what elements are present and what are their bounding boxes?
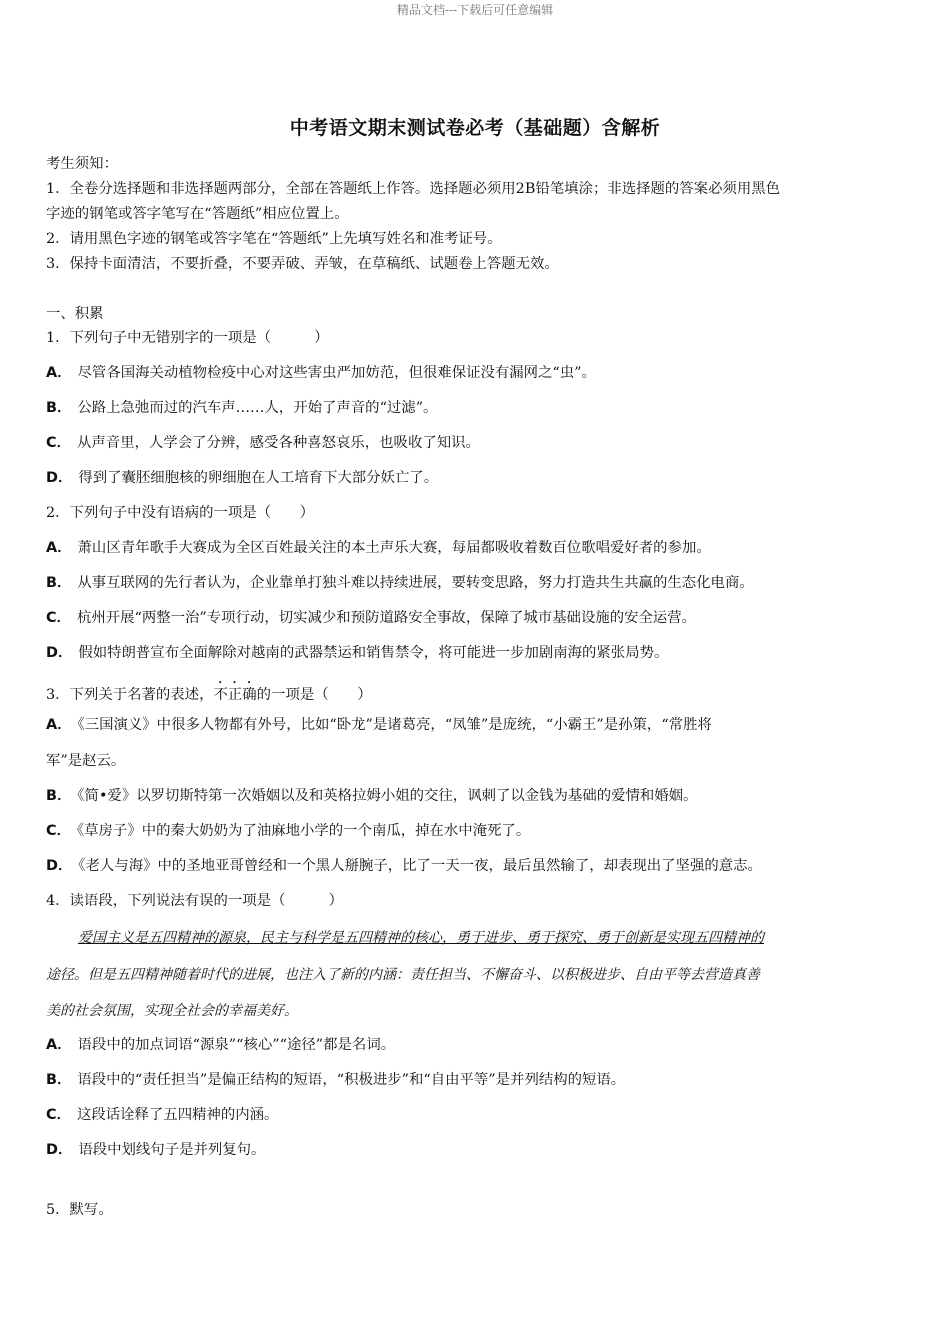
option-text: 从声音里，人学会了分辨，感受各种喜怒哀乐，也吸收了知识。 bbox=[76, 435, 480, 451]
option-letter: B． bbox=[46, 1072, 72, 1088]
option-letter: C． bbox=[46, 823, 71, 839]
option-text: 语段中划线句子是并列复句。 bbox=[78, 1142, 266, 1158]
q2-option-a bbox=[46, 539, 711, 557]
option-letter: C． bbox=[46, 610, 71, 626]
q1-option-a bbox=[46, 364, 596, 382]
option-text: 萧山区青年歌手大赛成为全区百姓最关注的本土声乐大赛，每届都吸收着数百位歌唱爱好者的参加。 bbox=[77, 540, 711, 556]
question-5-stem: 5．默写。 bbox=[46, 1202, 113, 1218]
option-text: 《老人与海》中的圣地亚哥曾经和一个黑人掰腕子，比了一天一夜，最后虽然输了，却表现出了坚强的意志。 bbox=[78, 858, 762, 874]
stem-suffix: 的一项是（ ） bbox=[256, 687, 372, 703]
stem-prefix: 3．下列关于名著的表述， bbox=[46, 687, 214, 703]
question-2-stem: 2．下列句子中没有语病的一项是（ ） bbox=[46, 505, 315, 521]
notice-line-2: 字迹的钢笔或答字笔写在“答题纸”相应位置上。 bbox=[46, 206, 349, 222]
option-text: 《简•爱》以罗切斯特第一次婚姻以及和英格拉姆小姐的交往，讽刺了以金钱为基础的爱情和婚姻。 bbox=[77, 788, 698, 804]
section-heading: 一、积累 bbox=[46, 306, 104, 322]
q4-option-c bbox=[46, 1106, 278, 1124]
passage-line-1 bbox=[78, 927, 903, 947]
option-text: 《草房子》中的秦大奶奶为了油麻地小学的一个南瓜，掉在水中淹死了。 bbox=[76, 823, 531, 839]
q1-option-b bbox=[46, 399, 437, 417]
notice-line-4: 3．保持卡面清洁，不要折叠，不要弄破、弄皱，在草稿纸、试题卷上答题无效。 bbox=[46, 256, 559, 272]
q3-option-d bbox=[46, 857, 762, 875]
stem-emphasis: 不正确 bbox=[213, 687, 257, 703]
option-text: 《三国演义》中很多人物都有外号，比如“卧龙”是诸葛亮，“凤雏”是庞统，“小霸王”是孙策，“常胜将 bbox=[77, 717, 712, 733]
underlined-sentence: 爱国主义是五四精神的源泉，民主与科学是五四精神的核心，勇于进步、勇于探究、勇于创新是实现五四精神的 bbox=[78, 930, 764, 946]
q3-option-a-cont bbox=[46, 752, 125, 770]
q3-option-c bbox=[46, 822, 530, 840]
notice-line-1: 1．全卷分选择题和非选择题两部分，全部在答题纸上作答。选择题必须用2B铅笔填涂；非选择题的答案必须用黑色 bbox=[46, 181, 781, 197]
option-text: 语段中的“责任担当”是偏正结构的短语，“积极进步”和“自由平等”是并列结构的短语。 bbox=[77, 1072, 626, 1088]
option-text: 从事互联网的先行者认为，企业靠单打独斗难以持续进展，要转变思路，努力打造共生共赢的生态化电商。 bbox=[77, 575, 754, 591]
option-letter: D． bbox=[46, 645, 73, 661]
question-1-stem: 1．下列句子中无错别字的一项是（ ） bbox=[46, 330, 329, 346]
notice-heading: 考生须知： bbox=[46, 156, 118, 172]
option-letter: B． bbox=[46, 400, 72, 416]
option-letter: B． bbox=[46, 788, 72, 804]
option-text: 语段中的加点词语“源泉”“核心”“途径”都是名词。 bbox=[77, 1037, 396, 1053]
q1-option-c bbox=[46, 434, 480, 452]
option-letter: D． bbox=[46, 470, 73, 486]
option-text: 杭州开展“两整一治”专项行动，切实减少和预防道路安全事故，保障了城市基础设施的安全运营。 bbox=[76, 610, 697, 626]
option-letter: A． bbox=[46, 365, 72, 381]
notice-line-3: 2．请用黑色字迹的钢笔或答字笔在“答题纸”上先填写姓名和准考证号。 bbox=[46, 231, 502, 247]
option-letter: D． bbox=[46, 1142, 73, 1158]
option-letter: B． bbox=[46, 575, 72, 591]
question-4-stem: 4．读语段，下列说法有误的一项是（ ） bbox=[46, 893, 343, 909]
question-3-stem bbox=[46, 679, 372, 704]
passage-line-3 bbox=[46, 1000, 901, 1020]
option-letter: A． bbox=[46, 540, 72, 556]
q2-option-b bbox=[46, 574, 754, 592]
q2-option-d bbox=[46, 644, 668, 662]
option-text: 公路上急弛而过的汽车声……人，开始了声音的“过滤”。 bbox=[77, 400, 438, 416]
option-text: 尽管各国海关动植物检疫中心对这些害虫严加妨范，但很难保证没有漏网之“虫”。 bbox=[77, 365, 596, 381]
option-letter: C． bbox=[46, 435, 71, 451]
option-letter: C． bbox=[46, 1107, 71, 1123]
q2-option-c bbox=[46, 609, 696, 627]
option-text: 假如特朗普宣布全面解除对越南的武器禁运和销售禁令，将可能进一步加剧南海的紧张局势。 bbox=[78, 645, 669, 661]
q4-option-a bbox=[46, 1036, 395, 1054]
option-text: 军”是赵云。 bbox=[46, 753, 126, 769]
option-text: 这段话诠释了五四精神的内涵。 bbox=[76, 1107, 279, 1123]
option-text: 得到了囊胚细胞核的卵细胞在人工培育下大部分妖亡了。 bbox=[78, 470, 439, 486]
q4-option-d bbox=[46, 1141, 265, 1159]
header-note: 精品文档---下载后可任意编辑 bbox=[396, 3, 554, 17]
q3-option-b bbox=[46, 787, 697, 805]
option-letter: D． bbox=[46, 858, 73, 874]
q3-option-a bbox=[46, 716, 712, 734]
page-title: 中考语文期末测试卷必考（基础题）含解析 bbox=[289, 117, 661, 139]
option-letter: A． bbox=[46, 717, 72, 733]
passage-text: 美的社会氛围，实现全社会的幸福美好。 bbox=[46, 1003, 298, 1019]
q1-option-d bbox=[46, 469, 438, 487]
passage-text: 途径。但是五四精神随着时代的进展，也注入了新的内涵：责任担当、不懈奋斗、以积极进步、自由平等去营造真善 bbox=[46, 967, 760, 983]
passage-line-2 bbox=[46, 964, 901, 984]
q4-option-b bbox=[46, 1071, 625, 1089]
option-letter: A． bbox=[46, 1037, 72, 1053]
